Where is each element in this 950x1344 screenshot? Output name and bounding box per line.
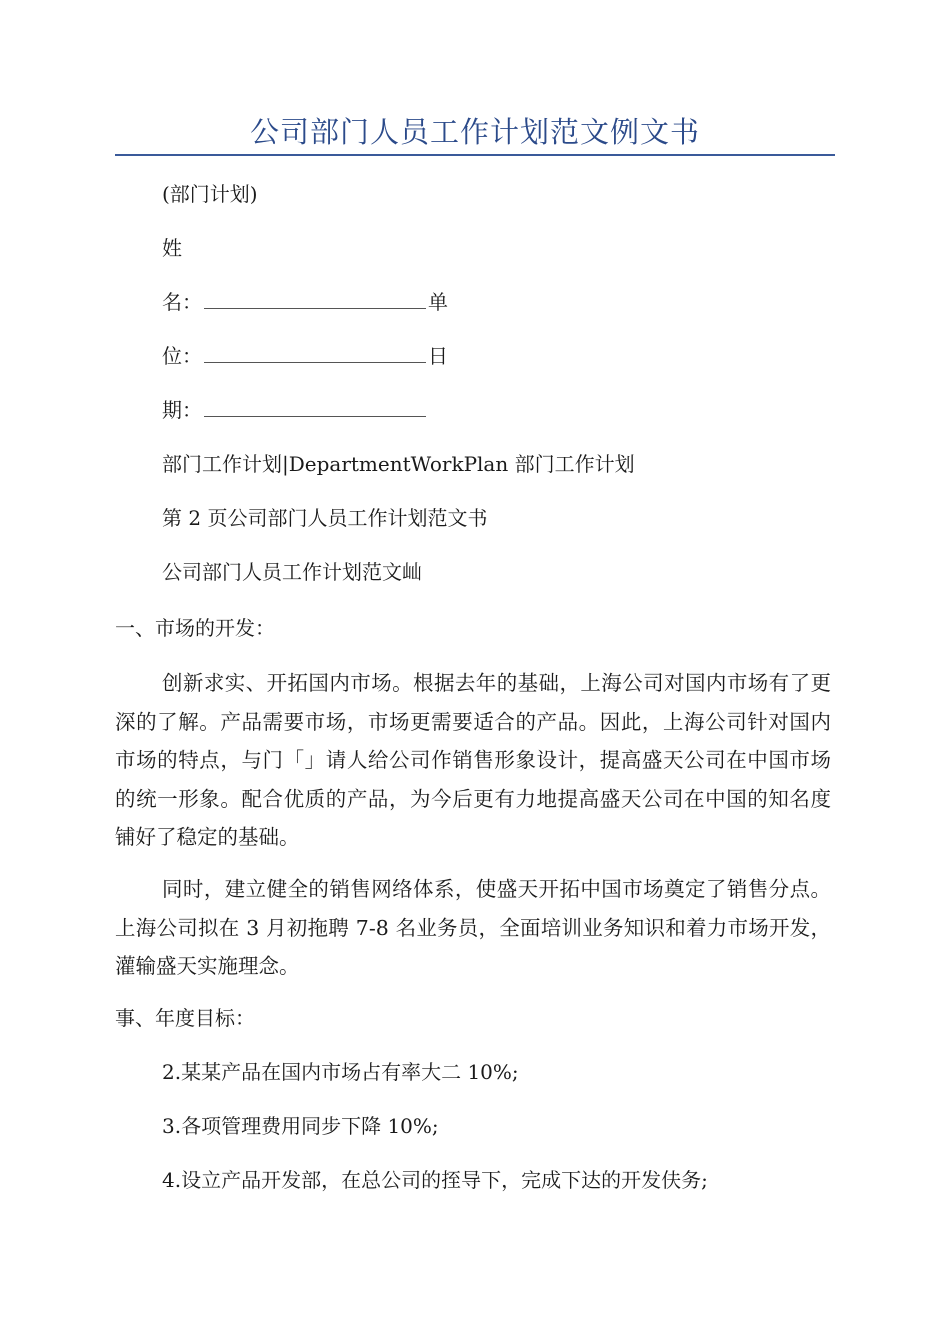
unit-label-part2: 位： [162,344,202,368]
list-item: 3.各项管理费用同步下降 10%; [162,1114,439,1138]
date-row [162,396,428,424]
title-underline [115,154,835,156]
list-item: 4.设立产品开发部，在总公司的挃导下，完成下达的开发伕务; [162,1168,708,1192]
section1-heading: 一、市场的开发： [115,616,275,640]
name-row [162,288,448,316]
dept-plan-tag: (部门计划) [162,182,258,206]
document-title: 公司部门人员工作计划范文例文书 [249,115,700,149]
unit-row [162,342,448,370]
name-label-part1: 姓 [162,236,182,260]
name-blank-field[interactable] [204,290,426,309]
name-label-part2: 名： [162,290,202,314]
section1-paragraph-2: 同时，建立健全的销售网络体系，使盛天开拓中国市场奠定了销售分点。上海公司拟在 3 月初拖聘 7-8 名业务员，全面培训业务知识和着力市场开发，灌输盛天实施理念。 [115,877,831,978]
unit-blank-field[interactable] [204,344,426,363]
subtitle: 公司部门人员工作计划范文屾 [162,560,422,584]
date-label-part2: 期： [162,398,202,422]
section2-heading: 事、年度目标： [115,1006,255,1030]
unit-label-part1: 单 [428,290,448,314]
section1-paragraph-1: 创新求实、开拓国内市场。根据去年的基础，上海公司对国内市场有了更深的了解。产品需要市场，市场更需要适合的产品。因此，上海公司针对国内市场的特点，与门「」请人给公司作销售形象设计，提高盛天公司在中国市场的统一形象。配合优质的产品，为今后更有力地提高盛天公司在中国的知名度铺好了稳定的基础。 [115,671,831,849]
date-label-part1: 日 [428,344,448,368]
page-line: 第 2 页公司部门人员工作计划范文书 [162,506,488,530]
date-blank-field[interactable] [204,398,426,417]
header-line: 部门工作计划|DepartmentWorkPlan 部门工作计划 [162,452,635,476]
list-item: 2.某某产品在国内市场占有率大二 10%; [162,1060,519,1084]
